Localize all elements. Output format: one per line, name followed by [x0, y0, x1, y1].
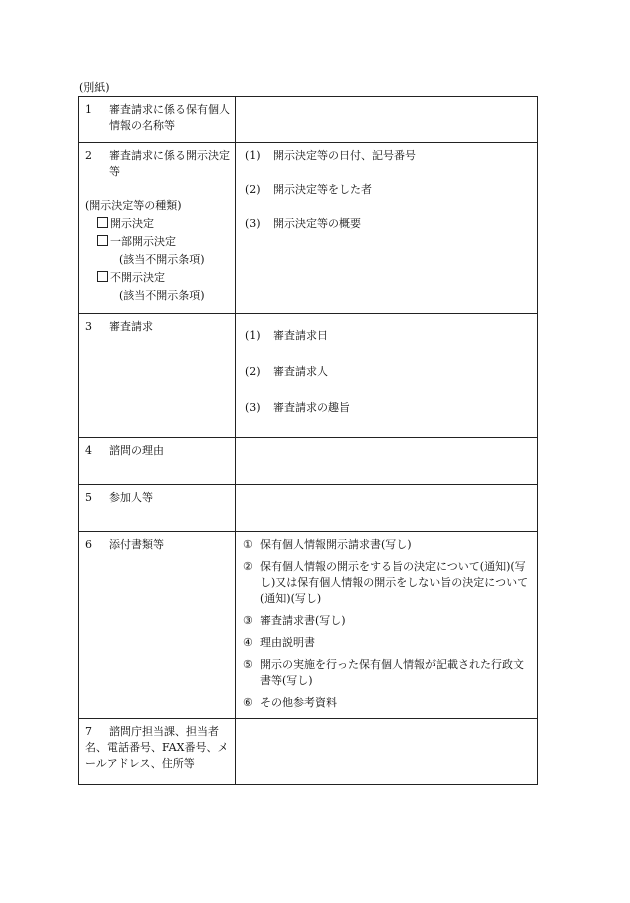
row-5-content-cell [236, 485, 538, 532]
row-title: 添付書類等 [109, 538, 164, 551]
list-item: ④ 理由説明書 [243, 635, 315, 649]
row-7-content-cell [236, 719, 538, 785]
list-item: (2) 審査請求人 [245, 364, 328, 378]
row-number: 6 [85, 538, 92, 551]
table-row [79, 719, 538, 785]
list-item: (2) 開示決定等をした者 [245, 182, 372, 196]
list-item: (3) 審査請求の趣旨 [245, 400, 350, 414]
row-number: 5 [85, 491, 92, 504]
list-item: ① 保有個人情報開示請求書(写し) [243, 538, 412, 551]
row-4-content-cell [236, 438, 538, 485]
row-3-content-cell [236, 314, 538, 438]
option-non-disclose: 不開示決定 [79, 270, 235, 286]
kind-heading: (開示決定等の種類) [85, 198, 182, 212]
checkbox-icon [97, 271, 108, 282]
row-title: 参加人等 [109, 491, 153, 504]
checkbox-icon [97, 235, 108, 246]
row-title: 諮問庁担当課、担当者名、電話番号、FAX番号、メールアドレス、住所等 [85, 725, 229, 770]
list-item: (1) 審査請求日 [245, 329, 328, 342]
row-6-label-cell [79, 532, 236, 719]
attachment-label: (別紙) [79, 81, 110, 94]
row-title: 審査請求に係る保有個人情報の名称等 [109, 103, 230, 132]
table-row [79, 314, 538, 438]
row-2-content-cell [236, 143, 538, 314]
row-number: 7 [85, 725, 92, 738]
list-item: ⑥ その他参考資料 [243, 695, 337, 709]
table-row [79, 485, 538, 532]
row-5-label-cell [79, 485, 236, 532]
row-title: 諮問の理由 [109, 444, 164, 457]
option-partial-disclose: 一部開示決定 [79, 234, 235, 250]
row-number: 3 [85, 320, 92, 333]
row-number: 2 [85, 149, 92, 162]
row-title: 審査請求に係る開示決定等 [109, 149, 230, 178]
row-number: 1 [85, 103, 92, 116]
row-6-content-cell [236, 532, 538, 719]
table-row [79, 97, 538, 143]
option-disclose: 開示決定 [79, 216, 235, 232]
checkbox-icon [97, 217, 108, 228]
list-item: (3) 開示決定等の概要 [245, 216, 361, 230]
row-1-content-cell [236, 97, 538, 143]
list-item: ③ 審査請求書(写し) [243, 613, 346, 627]
row-3-label-cell [79, 314, 236, 438]
table-row [79, 438, 538, 485]
list-item: ② 保有個人情報の開示をする旨の決定について(通知)(写し)又は保有個人情報の開示をしない旨の決定について(通知)(写し) [243, 559, 529, 605]
clause-note: (該当不開示条項) [119, 288, 205, 302]
row-4-label-cell [79, 438, 236, 485]
list-item: (1) 開示決定等の日付、記号番号 [245, 149, 416, 162]
table-row [79, 532, 538, 719]
row-2-label-cell [79, 143, 236, 314]
row-7-label-cell [79, 719, 236, 785]
list-item: ⑤ 開示の実施を行った保有個人情報が記載された行政文書等(写し) [243, 657, 524, 687]
clause-note: (該当不開示条項) [119, 252, 205, 266]
table-row [79, 143, 538, 314]
row-number: 4 [85, 444, 92, 457]
row-1-label-cell [79, 97, 236, 143]
form-table [78, 96, 538, 785]
row-title: 審査請求 [109, 320, 153, 333]
